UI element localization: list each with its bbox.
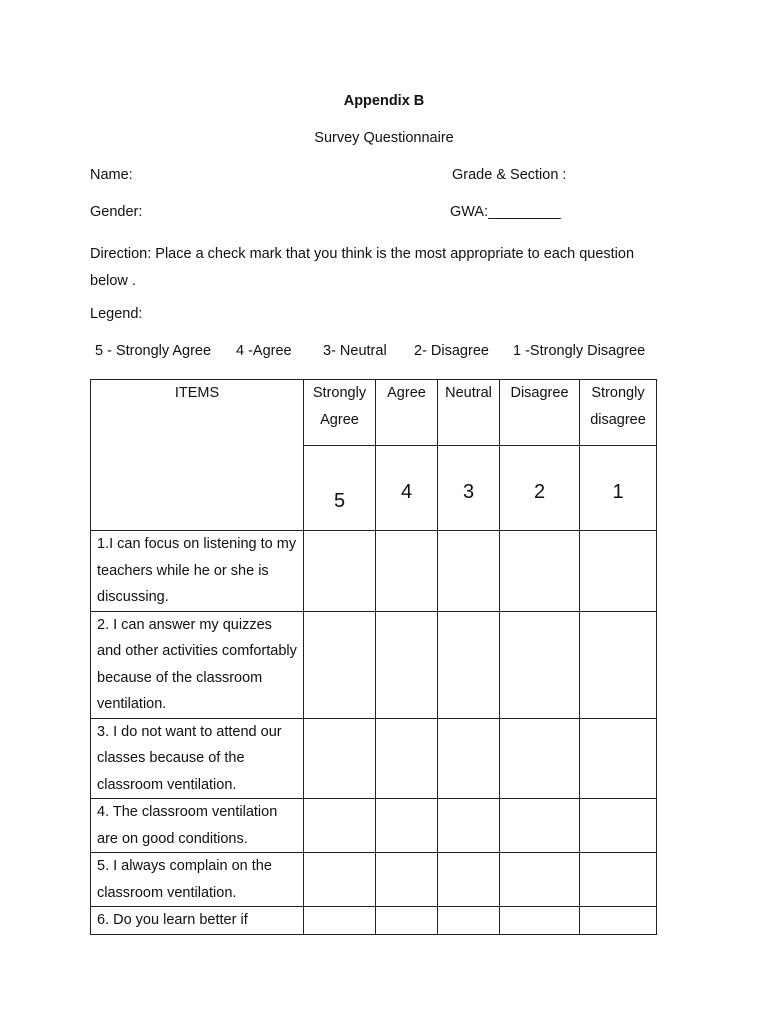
check-cell[interactable] — [376, 531, 438, 612]
header-neutral: Neutral — [438, 380, 500, 446]
header-items: ITEMS — [91, 380, 304, 531]
check-cell[interactable] — [304, 799, 376, 853]
table-row — [91, 799, 657, 853]
legend-label: Legend: — [90, 306, 143, 322]
table-row — [91, 853, 657, 907]
gwa-label: GWA:_________ — [450, 204, 561, 220]
scale-2: 2 — [500, 446, 580, 531]
legend-item-2: 2- Disagree — [414, 343, 489, 359]
scale-5: 5 — [304, 446, 376, 531]
check-cell[interactable] — [580, 611, 657, 718]
scale-1: 1 — [580, 446, 657, 531]
check-cell[interactable] — [500, 611, 580, 718]
check-cell[interactable] — [438, 907, 500, 935]
check-cell[interactable] — [500, 718, 580, 799]
header-strongly-agree: Strongly Agree — [304, 380, 376, 446]
check-cell[interactable] — [580, 531, 657, 612]
legend-item-3: 3- Neutral — [323, 343, 387, 359]
scale-4: 4 — [376, 446, 438, 531]
item-text: 6. Do you learn better if — [91, 907, 304, 935]
grade-section-label: Grade & Section : — [452, 167, 567, 183]
header-strongly-disagree: Strongly disagree — [580, 380, 657, 446]
check-cell[interactable] — [438, 718, 500, 799]
check-cell[interactable] — [438, 799, 500, 853]
check-cell[interactable] — [580, 718, 657, 799]
item-text: 5. I always complain on the classroom ventilation. — [91, 853, 304, 907]
check-cell[interactable] — [580, 907, 657, 935]
table-row — [91, 907, 657, 935]
name-label: Name: — [90, 167, 133, 183]
check-cell[interactable] — [376, 718, 438, 799]
gender-label: Gender: — [90, 204, 143, 220]
check-cell[interactable] — [304, 718, 376, 799]
check-cell[interactable] — [376, 611, 438, 718]
check-cell[interactable] — [376, 799, 438, 853]
check-cell[interactable] — [500, 907, 580, 935]
check-cell[interactable] — [580, 853, 657, 907]
check-cell[interactable] — [500, 531, 580, 612]
table-row — [91, 531, 657, 612]
header-disagree: Disagree — [500, 380, 580, 446]
table-row — [91, 611, 657, 718]
item-text: 3. I do not want to attend our classes because of the classroom ventilation. — [91, 718, 304, 799]
scale-3: 3 — [438, 446, 500, 531]
check-cell[interactable] — [500, 853, 580, 907]
survey-table — [90, 379, 657, 935]
table-row — [91, 718, 657, 799]
legend-item-4: 4 -Agree — [236, 343, 292, 359]
check-cell[interactable] — [376, 853, 438, 907]
page-subtitle: Survey Questionnaire — [314, 130, 454, 146]
item-text: 1.I can focus on listening to my teachers while he or she is discussing. — [91, 531, 304, 612]
direction-text: Direction: Place a check mark that you think is the most appropriate to each question below . — [90, 246, 635, 289]
check-cell[interactable] — [304, 907, 376, 935]
check-cell[interactable] — [500, 799, 580, 853]
check-cell[interactable] — [304, 853, 376, 907]
legend-item-1: 1 -Strongly Disagree — [513, 343, 646, 359]
check-cell[interactable] — [376, 907, 438, 935]
legend-item-5: 5 - Strongly Agree — [95, 343, 212, 359]
check-cell[interactable] — [304, 611, 376, 718]
check-cell[interactable] — [438, 611, 500, 718]
item-text: 2. I can answer my quizzes and other activities comfortably because of the classroom ventilation. — [91, 611, 304, 718]
check-cell[interactable] — [438, 853, 500, 907]
check-cell[interactable] — [580, 799, 657, 853]
check-cell[interactable] — [304, 531, 376, 612]
header-agree: Agree — [376, 380, 438, 446]
page-title: Appendix B — [343, 93, 425, 109]
check-cell[interactable] — [438, 531, 500, 612]
item-text: 4. The classroom ventilation are on good conditions. — [91, 799, 304, 853]
